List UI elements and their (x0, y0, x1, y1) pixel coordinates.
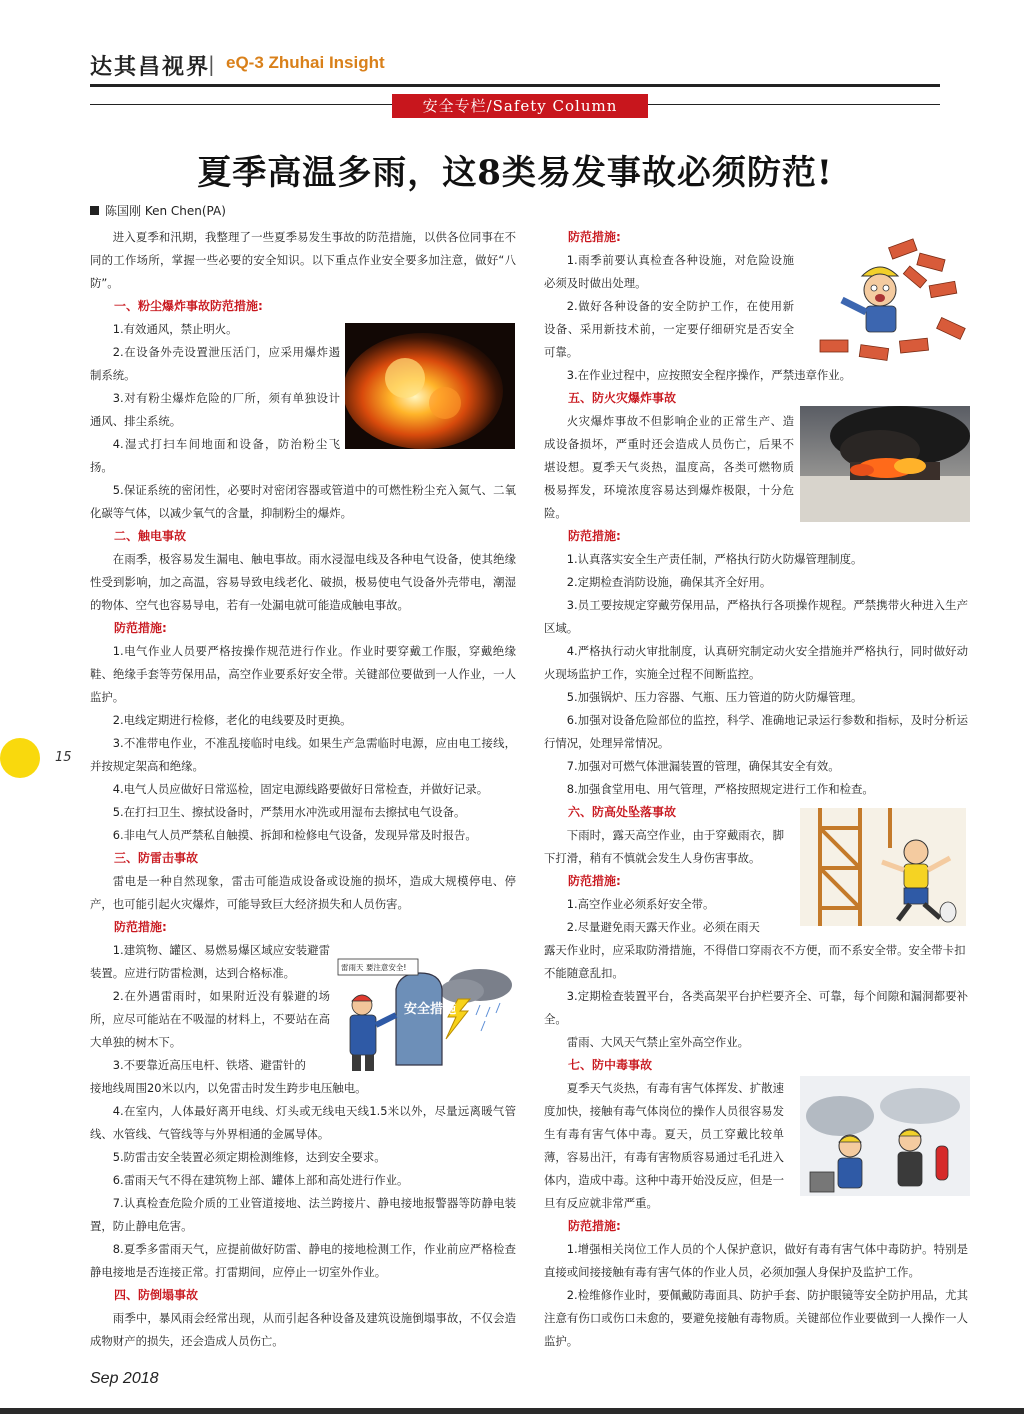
list-item: 2.做好各种设备的安全防护工作，在使用新设备、采用新技术前，一定要仔细研究是否安全可靠。 (544, 299, 794, 359)
list-item: 6.非电气人员严禁私自触摸、拆卸和检修电气设备，发现异常及时报告。 (112, 828, 477, 842)
shield-text: 安全措施 (404, 1002, 457, 1017)
list-item: 6.雷雨天气不得在建筑物上部、罐体上部和高处进行作业。 (112, 1173, 409, 1187)
list-item: 4.在室内，人体最好离开电线、灯头或无线电天线1.5米以外，尽量远离暖气管线、水管线、气管线等与外界相通的金属导体。 (90, 1104, 516, 1141)
dust-explosion-photo (345, 323, 515, 449)
section-body-lightning: 雷电是一种自然现象，雷击可能造成设备或设施的损坏，造成大规模停电、停产，也可能引起火灾爆炸，可能导致巨大经济损失和人员伤害。 (90, 874, 516, 911)
list-item: 8.加强食堂用电、用气管理，严格按照规定进行工作和检查。 (566, 782, 874, 796)
brand-separator: | (208, 52, 215, 76)
article-title: 夏季高温多雨，这8类易发事故必须防范! (197, 153, 833, 193)
author-name: 陈国刚 Ken Chen(PA) (105, 204, 226, 218)
measures-heading: 防范措施: (114, 920, 167, 934)
list-item: 1.电气作业人员要严格按操作规范进行作业。作业时要穿戴工作服，穿戴绝缘鞋、绝缘手套等劳保用品，高空作业要系好安全带。关键部位要做到一人作业，一人监护。 (90, 644, 516, 704)
poisoning-cartoon (800, 1076, 970, 1196)
list-item: 2.在外遇雷雨时，如果附近没有躲避的场所，应尽可能站在不吸湿的材料上，不要站在高大单独的树木下。 (90, 989, 330, 1049)
list-item: 2.尽量避免雨天露天作业。必须在雨天 (566, 920, 760, 934)
list-item: 4.严格执行动火审批制度，认真研究制定动火安全措施并严格执行，同时做好动火现场监护工作，实施全过程不间断监控。 (544, 644, 968, 681)
list-item: 3.定期检查装置平台，各类高架平台护栏要齐全、可靠，每个间隙和漏洞都要补全。 (544, 989, 968, 1026)
list-item: 8.夏季多雷雨天气，应提前做好防雷、静电的接地检测工作，作业前应严格检查静电接地是否连接正常。打雷期间，应停止一切室外作业。 (90, 1242, 516, 1279)
list-item: 1.建筑物、罐区、易燃易爆区域应安装避雷装置。应进行防雷检测，达到合格标准。 (90, 943, 330, 980)
measures-heading: 防范措施: (568, 1219, 621, 1233)
magazine-header (90, 48, 940, 82)
section-body-fire: 火灾爆炸事故不但影响企业的正常生产、造成设备损坏，严重时还会造成人员伤亡，后果不堪设想。夏季天气炎热，温度高，各类可燃物质极易挥发，环境浓度容易达到爆炸极限，十分危险。 (544, 414, 794, 520)
page-marker-dot (0, 738, 40, 778)
list-item: 6.加强对设备危险部位的监控，科学、准确地记录运行参数和指标，及时分析运行情况，处理异常情况。 (544, 713, 968, 750)
list-item: 2.电线定期进行检修，老化的电线要及时更换。 (112, 713, 352, 727)
measures-heading: 防范措施: (568, 230, 621, 244)
lightning-list (90, 939, 330, 1077)
section-body-electric: 在雨季，极容易发生漏电、触电事故。雨水浸湿电线及各种电气设备，使其绝缘性受到影响，加之高温，容易导致电线老化、破损，极易使电气设备外壳带电，潮湿的物体、空气也容易导电，若有一处漏电就可能造成触电事故。 (90, 552, 516, 612)
section-heading-fall: 六、防高处坠落事故 (568, 805, 677, 819)
section-heading-dust: 一、粉尘爆炸事故防范措施: (114, 299, 263, 313)
list-item: 3.员工要按规定穿戴劳保用品，严格执行各项操作规程。严禁携带火种进入生产区域。 (544, 598, 968, 635)
list-item: 5.防雷击安全装置必须定期检测维修，达到安全要求。 (112, 1150, 386, 1164)
section-body-collapse: 雨季中，暴风雨会经常出现，从而引起各种设备及建筑设施倒塌事故，不仅会造成物财产的损失，还会造成人员伤亡。 (90, 1311, 516, 1348)
list-item: 2.定期检查消防设施，确保其齐全好用。 (566, 575, 772, 589)
brand-english: eQ-3 Zhuhai Insight (226, 53, 385, 72)
lightning-safety-cartoon (330, 955, 514, 1075)
building-collapse-cartoon (800, 236, 970, 366)
measures-heading: 防范措施: (114, 621, 167, 635)
list-item: 接地线周围20米以内，以免雷击时发生跨步电压触电。 (90, 1081, 367, 1095)
measures-heading: 防范措施: (568, 874, 621, 888)
list-item: 2.在设备外壳设置泄压活门，应采用爆炸遏制系统。 (90, 345, 340, 382)
header-rule (90, 84, 940, 87)
list-item: 1.增强相关岗位工作人员的个人保护意识，做好有毒有害气体中毒防护。特别是直接或间接接触有毒有害气体的作业人员，必须加强人身保护及监护工作。 (544, 1242, 968, 1279)
list-item: 2.检维修作业时，要佩戴防毒面具、防护手套、防护眼镜等安全防护用品，尤其注意有伤口或伤口未愈的，要避免接触有毒物质。关键部位作业要做到一人操作一人监护。 (544, 1288, 968, 1348)
collapse-list (544, 249, 794, 364)
list-item: 3.在作业过程中，应按照安全程序操作，严禁违章作业。 (566, 368, 852, 382)
list-item: 1.认真落实安全生产责任制，严格执行防火防爆管理制度。 (566, 552, 863, 566)
issue-date: Sep 2018 (90, 1370, 159, 1387)
section-heading-lightning: 三、防雷击事故 (114, 851, 199, 865)
dust-list (90, 318, 340, 479)
section-heading-electric: 二、触电事故 (114, 529, 187, 543)
list-item: 7.加强对可燃气体泄漏装置的管理，确保其安全有效。 (566, 759, 840, 773)
list-item: 3.对有粉尘爆炸危险的厂所，须有单独设计通风、排尘系统。 (90, 391, 340, 428)
fall-from-height-cartoon (800, 808, 966, 926)
list-item: 雷雨、大风天气禁止室外高空作业。 (566, 1035, 750, 1049)
section-heading-collapse: 四、防倒塌事故 (114, 1288, 199, 1302)
section-body-poison: 夏季天气炎热，有毒有害气体挥发、扩散速度加快，接触有毒气体岗位的操作人员很容易发生有毒有害气体中毒。夏天，员工穿戴比较单薄，容易出汗，有毒有害物质容易通过毛孔进入体内，造成中毒。这种中毒开始没反应，但是一旦有反应就非常严重。 (544, 1081, 784, 1210)
page-number: 15 (55, 750, 72, 765)
bottom-rule (0, 1408, 1024, 1414)
fire-explosion-photo (800, 406, 970, 522)
intro-paragraph: 进入夏季和汛期，我整理了一些夏季易发生事故的防范措施，以供各位同事在不同的工作场所，掌握一些必要的安全知识。以下重点作业安全要多加注意，做好“八防”。 (90, 230, 516, 290)
list-item: 5.在打扫卫生、擦拭设备时，严禁用水冲洗或用湿布去擦拭电气设备。 (112, 805, 466, 819)
list-item: 1.高空作业必须系好安全带。 (566, 897, 715, 911)
list-item: 4.湿式打扫车间地面和设备，防治粉尘飞扬。 (90, 437, 340, 474)
article-author (90, 202, 226, 219)
fall-list (544, 893, 784, 939)
list-item: 7.认真检查危险介质的工业管道接地、法兰跨接片、静电接地报警器等防静电装置，防止静电危害。 (90, 1196, 516, 1233)
list-item: 5.加强锅炉、压力容器、气瓶、压力管道的防火防爆管理。 (566, 690, 863, 704)
list-item: 5.保证系统的密闭性，必要时对密闭容器或管道中的可燃性粉尘充入氮气、二氧化碳等气体，以减少氧气的含量，抑制粉尘的爆炸。 (90, 483, 516, 520)
list-item: 3.不要靠近高压电杆、铁塔、避雷针的 (112, 1058, 306, 1072)
list-item: 露天作业时，应采取防滑措施，不得借口穿雨衣不方便，而不系安全带。安全带卡扣不能随意乱扣。 (544, 943, 966, 980)
measures-heading: 防范措施: (568, 529, 621, 543)
list-item: 1.有效通风，禁止明火。 (112, 322, 238, 336)
section-body-fall: 下雨时，露天高空作业，由于穿戴雨衣，脚下打滑，稍有不慎就会发生人身伤害事故。 (544, 828, 784, 865)
column-badge: 安全专栏/Safety Column (392, 94, 648, 118)
list-item: 1.雨季前要认真检查各种设施，对危险设施必须及时做出处理。 (544, 253, 794, 290)
list-item: 3.不准带电作业，不准乱接临时电线。如果生产急需临时电源，应由电工接线，并按规定架高和绝缘。 (90, 736, 516, 773)
brand-chinese: 达其昌视界 (90, 54, 211, 80)
author-square-icon (90, 206, 99, 215)
section-heading-poison: 七、防中毒事故 (568, 1058, 653, 1072)
list-item: 4.电气人员应做好日常巡检，固定电源线路要做好日常检查，并做好记录。 (112, 782, 489, 796)
sign-text: 雷雨天 要注意安全! (341, 963, 407, 972)
section-heading-fire: 五、防火灾爆炸事故 (568, 391, 677, 405)
